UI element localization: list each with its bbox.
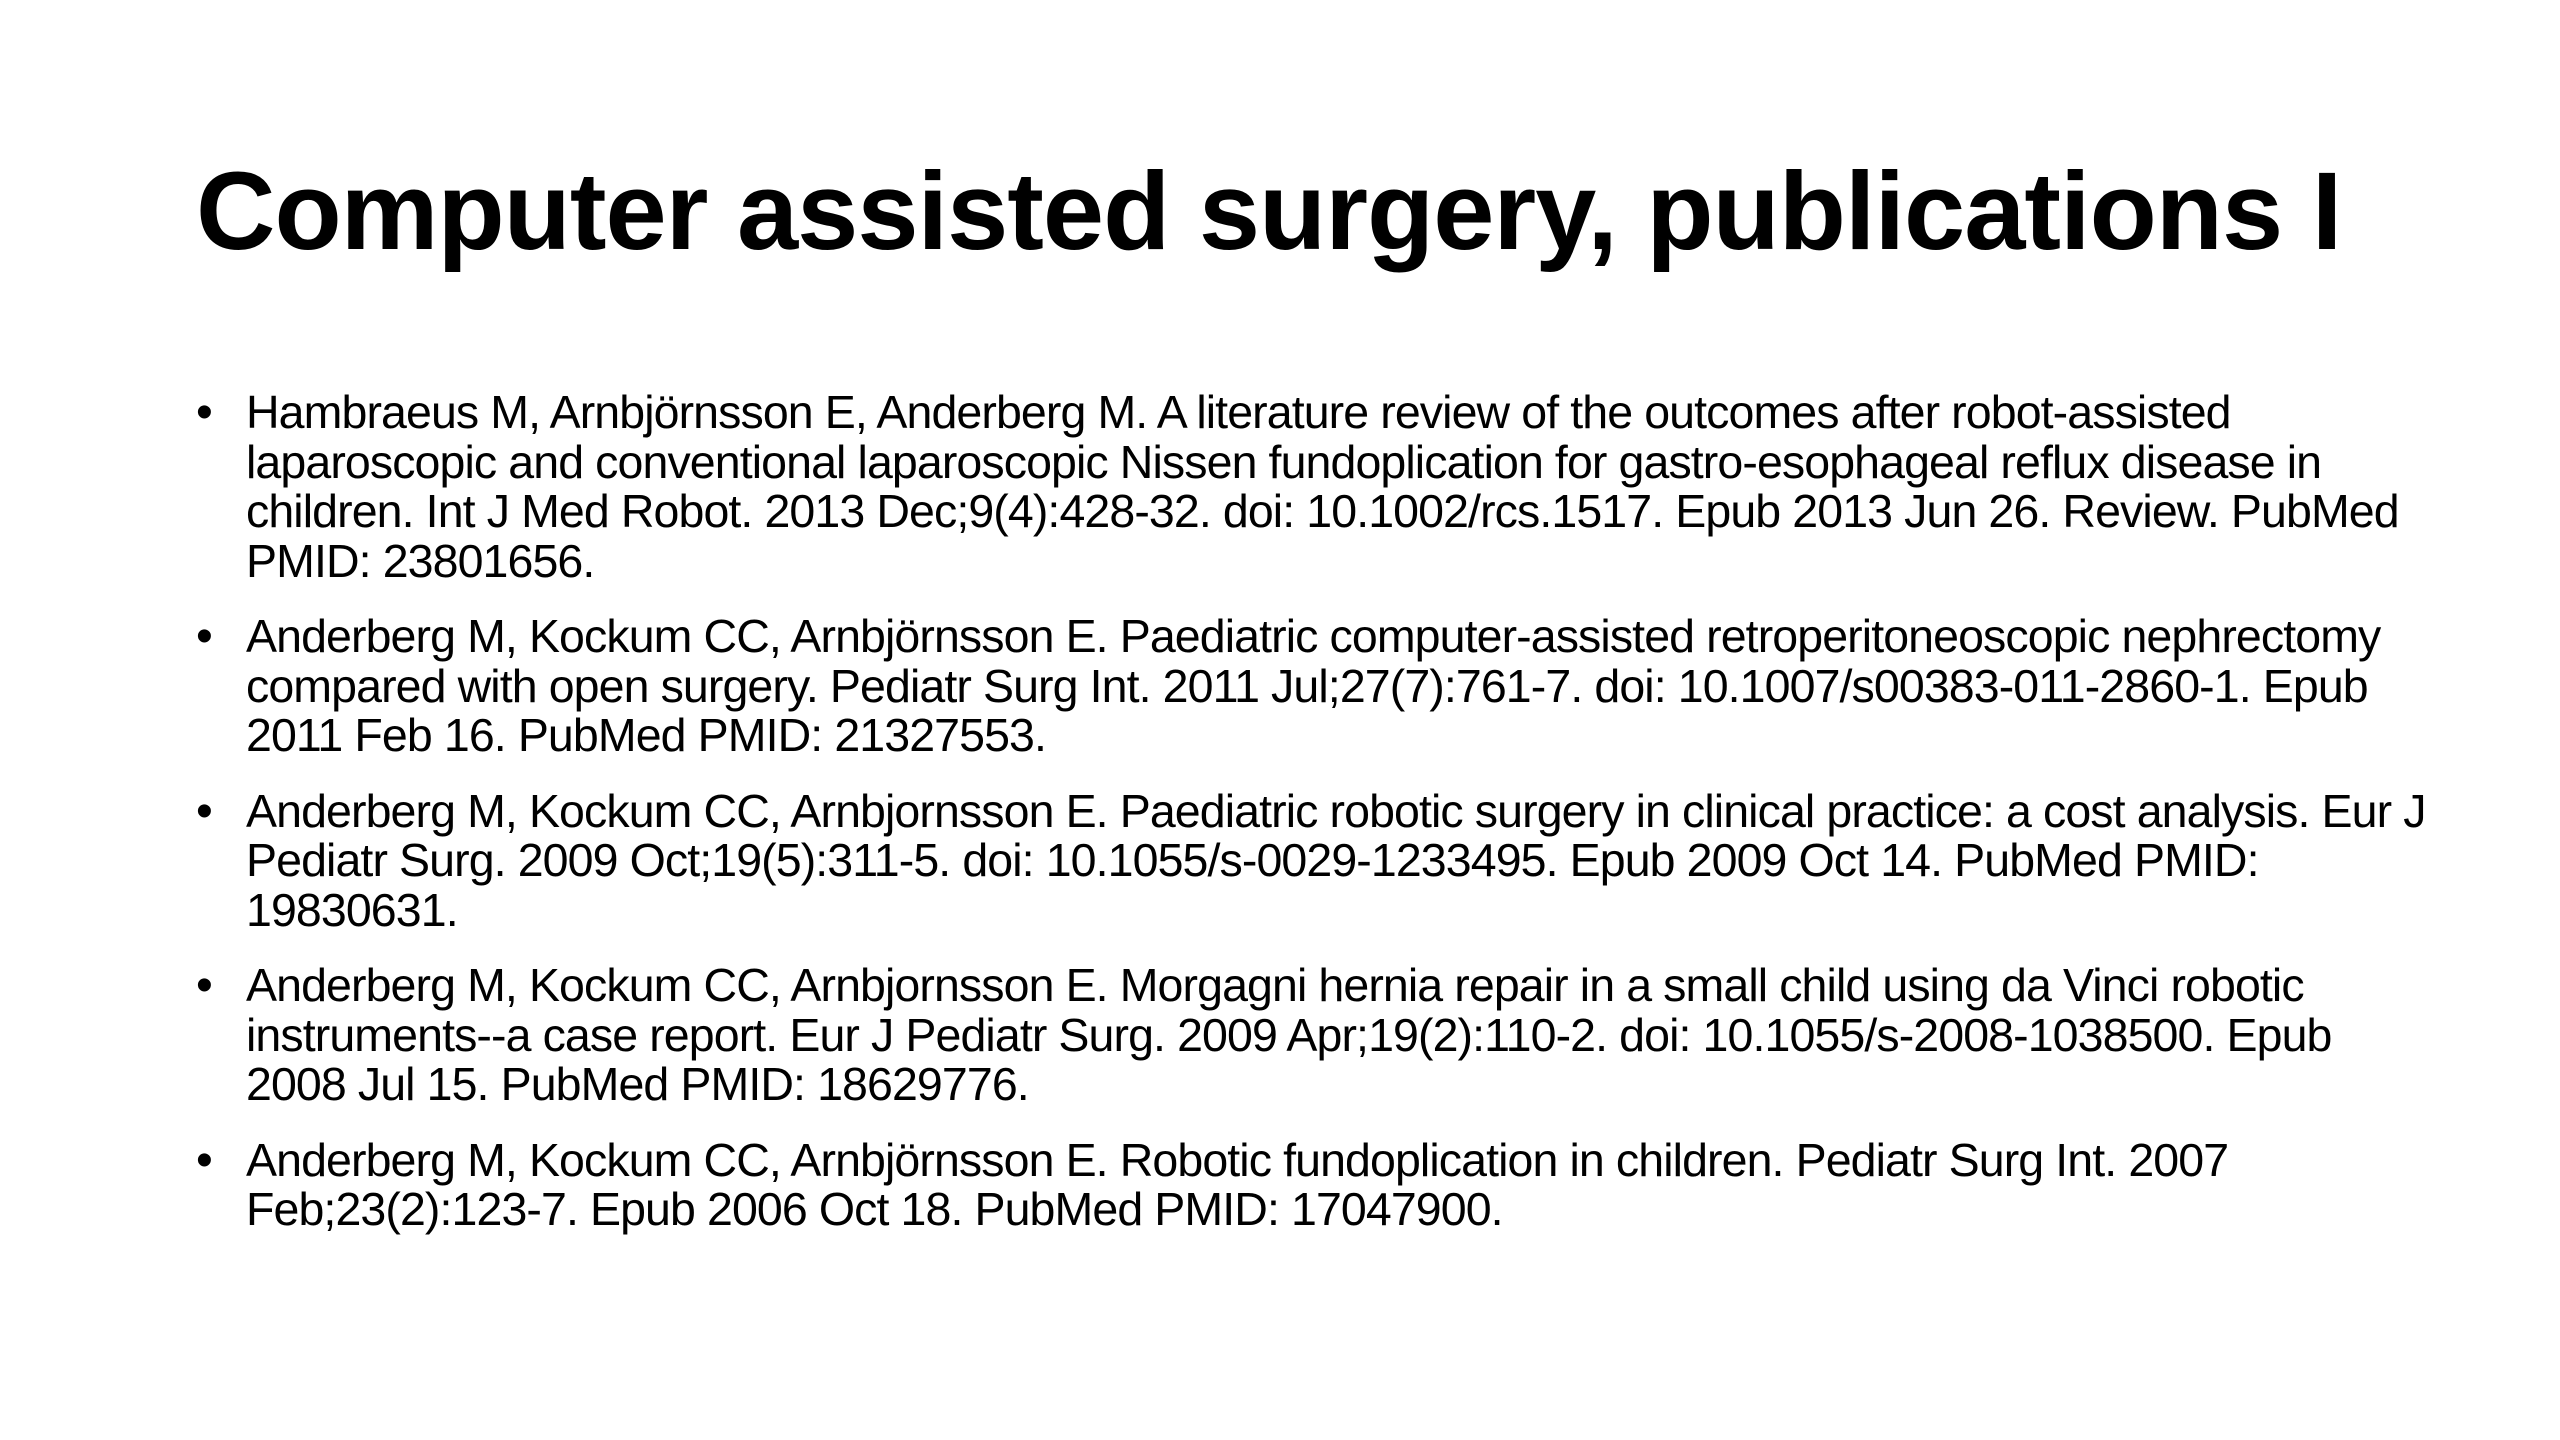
reference-item [196, 612, 2436, 761]
bullet-icon: • [196, 610, 213, 663]
reference-text: Hambraeus M, Arnbjörnsson E, Anderberg M. A literature review of the outcomes after robot-assisted laparoscopic and conventional laparoscopic Nissen fundoplication for gastro-esophageal reflux disease in children. Int J Med Robot. 2013 Dec;9(4):428-32. doi: 10.1002/rcs.1517. Epub 2013 Jun 26. Review. PubMed PMID: 23801656. [246, 386, 2399, 587]
bullet-icon: • [196, 1133, 213, 1187]
bullet-icon: • [196, 959, 213, 1012]
reference-item [196, 784, 2436, 936]
reference-item [196, 1133, 2436, 1235]
reference-text: Anderberg M, Kockum CC, Arnbjörnsson E. Paediatric computer-assisted retroperitoneoscopic nephrectomy compared with open surgery. Pediatr Surg Int. 2011 Jul;27(7):761-7. doi: 10.1007/s00383-011-2860-1. Epub 2011 Feb 16. PubMed PMID: 21327553. [246, 610, 2381, 761]
bullet-icon: • [196, 386, 213, 439]
reference-text: Anderberg M, Kockum CC, Arnbjornsson E. Morgagni hernia repair in a small child using da Vinci robotic instruments--a case report. Eur J Pediatr Surg. 2009 Apr;19(2):110-2. doi: 10.1055/s-2008-1038500. Epub 2008 Jul 15. PubMed PMID: 18629776. [246, 959, 2332, 1110]
reference-item [196, 961, 2436, 1110]
slide-title: Computer assisted surgery, publications I [196, 150, 2342, 273]
reference-text: Anderberg M, Kockum CC, Arnbjörnsson E. Robotic fundoplication in children. Pediatr Surg Int. 2007 Feb;23(2):123-7. Epub 2006 Oct 18. PubMed PMID: 17047900. [246, 1133, 2229, 1235]
bullet-icon: • [196, 784, 213, 838]
reference-item [196, 388, 2436, 586]
reference-text: Anderberg M, Kockum CC, Arnbjornsson E. Paediatric robotic surgery in clinical practice: a cost analysis. Eur J Pediatr Surg. 2009 Oct;19(5):311-5. doi: 10.1055/s-0029-1233495. Epub 2009 Oct 14. PubMed PMID: 19830631. [246, 784, 2426, 936]
reference-list [196, 388, 2436, 1261]
